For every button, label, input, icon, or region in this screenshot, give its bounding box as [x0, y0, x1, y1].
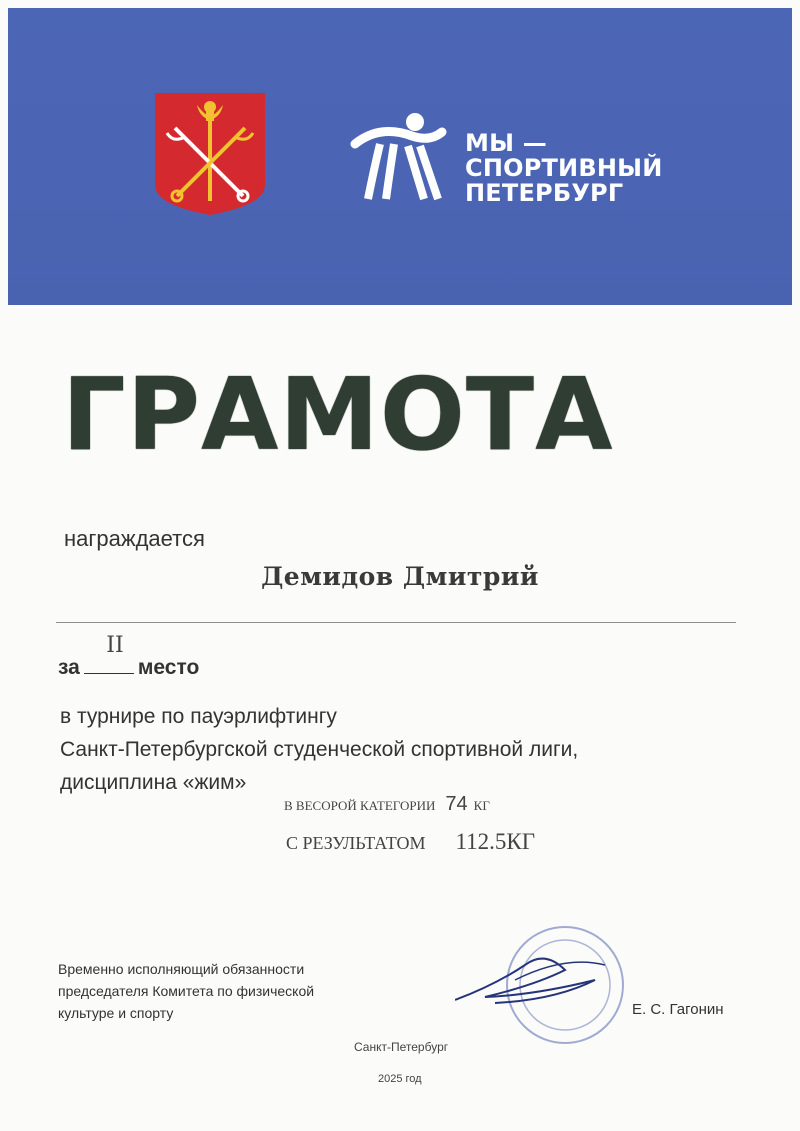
- sports-brand-logo-icon: [350, 104, 450, 204]
- description-line: Санкт-Петербургской студенческой спортивной лиги,: [60, 738, 579, 761]
- brand-line: ПЕТЕРБУРГ: [465, 179, 624, 207]
- official-seal-and-signature-icon: [455, 925, 655, 1055]
- signer-line: культуре и спорту: [58, 1005, 174, 1021]
- weight-category-value: 74: [445, 793, 468, 815]
- awarded-label: награждается: [64, 526, 205, 551]
- description-line: в турнире по пауэрлифтингу: [60, 705, 337, 728]
- signer-title: [58, 958, 314, 1024]
- place-suffix: место: [137, 656, 200, 679]
- signer-name: Е. С. Гагонин: [632, 1001, 724, 1018]
- place-prefix: за: [58, 656, 80, 679]
- result: [286, 829, 535, 855]
- brand-line: СПОРТИВНЫЙ: [465, 154, 663, 182]
- city: Санкт-Петербург: [354, 1040, 449, 1054]
- year: 2025 год: [378, 1073, 422, 1085]
- place-line: [58, 653, 199, 680]
- weight-category: [284, 793, 490, 816]
- place-value: II: [106, 633, 124, 658]
- weight-category-label: В ВЕСОРОЙ КАТЕГОРИИ: [284, 798, 436, 813]
- coat-of-arms-icon: [155, 93, 265, 215]
- description-line: дисциплина «жим»: [60, 771, 247, 794]
- recipient-name: Демидов Дмитрий: [261, 562, 539, 591]
- signer-line: Временно исполняющий обязанности: [58, 961, 305, 977]
- result-value: 112.5КГ: [455, 829, 536, 854]
- brand-name: [465, 131, 662, 206]
- divider-line: [56, 622, 736, 623]
- signer-line: председателя Комитета по физической: [58, 983, 315, 999]
- result-label: С РЕЗУЛЬТАТОМ: [286, 833, 426, 853]
- place-blank: [84, 653, 134, 674]
- certificate-title: ГРАМОТА: [62, 356, 614, 473]
- weight-category-unit: КГ: [473, 798, 490, 813]
- brand-line: МЫ —: [465, 129, 547, 157]
- event-description: [60, 700, 578, 799]
